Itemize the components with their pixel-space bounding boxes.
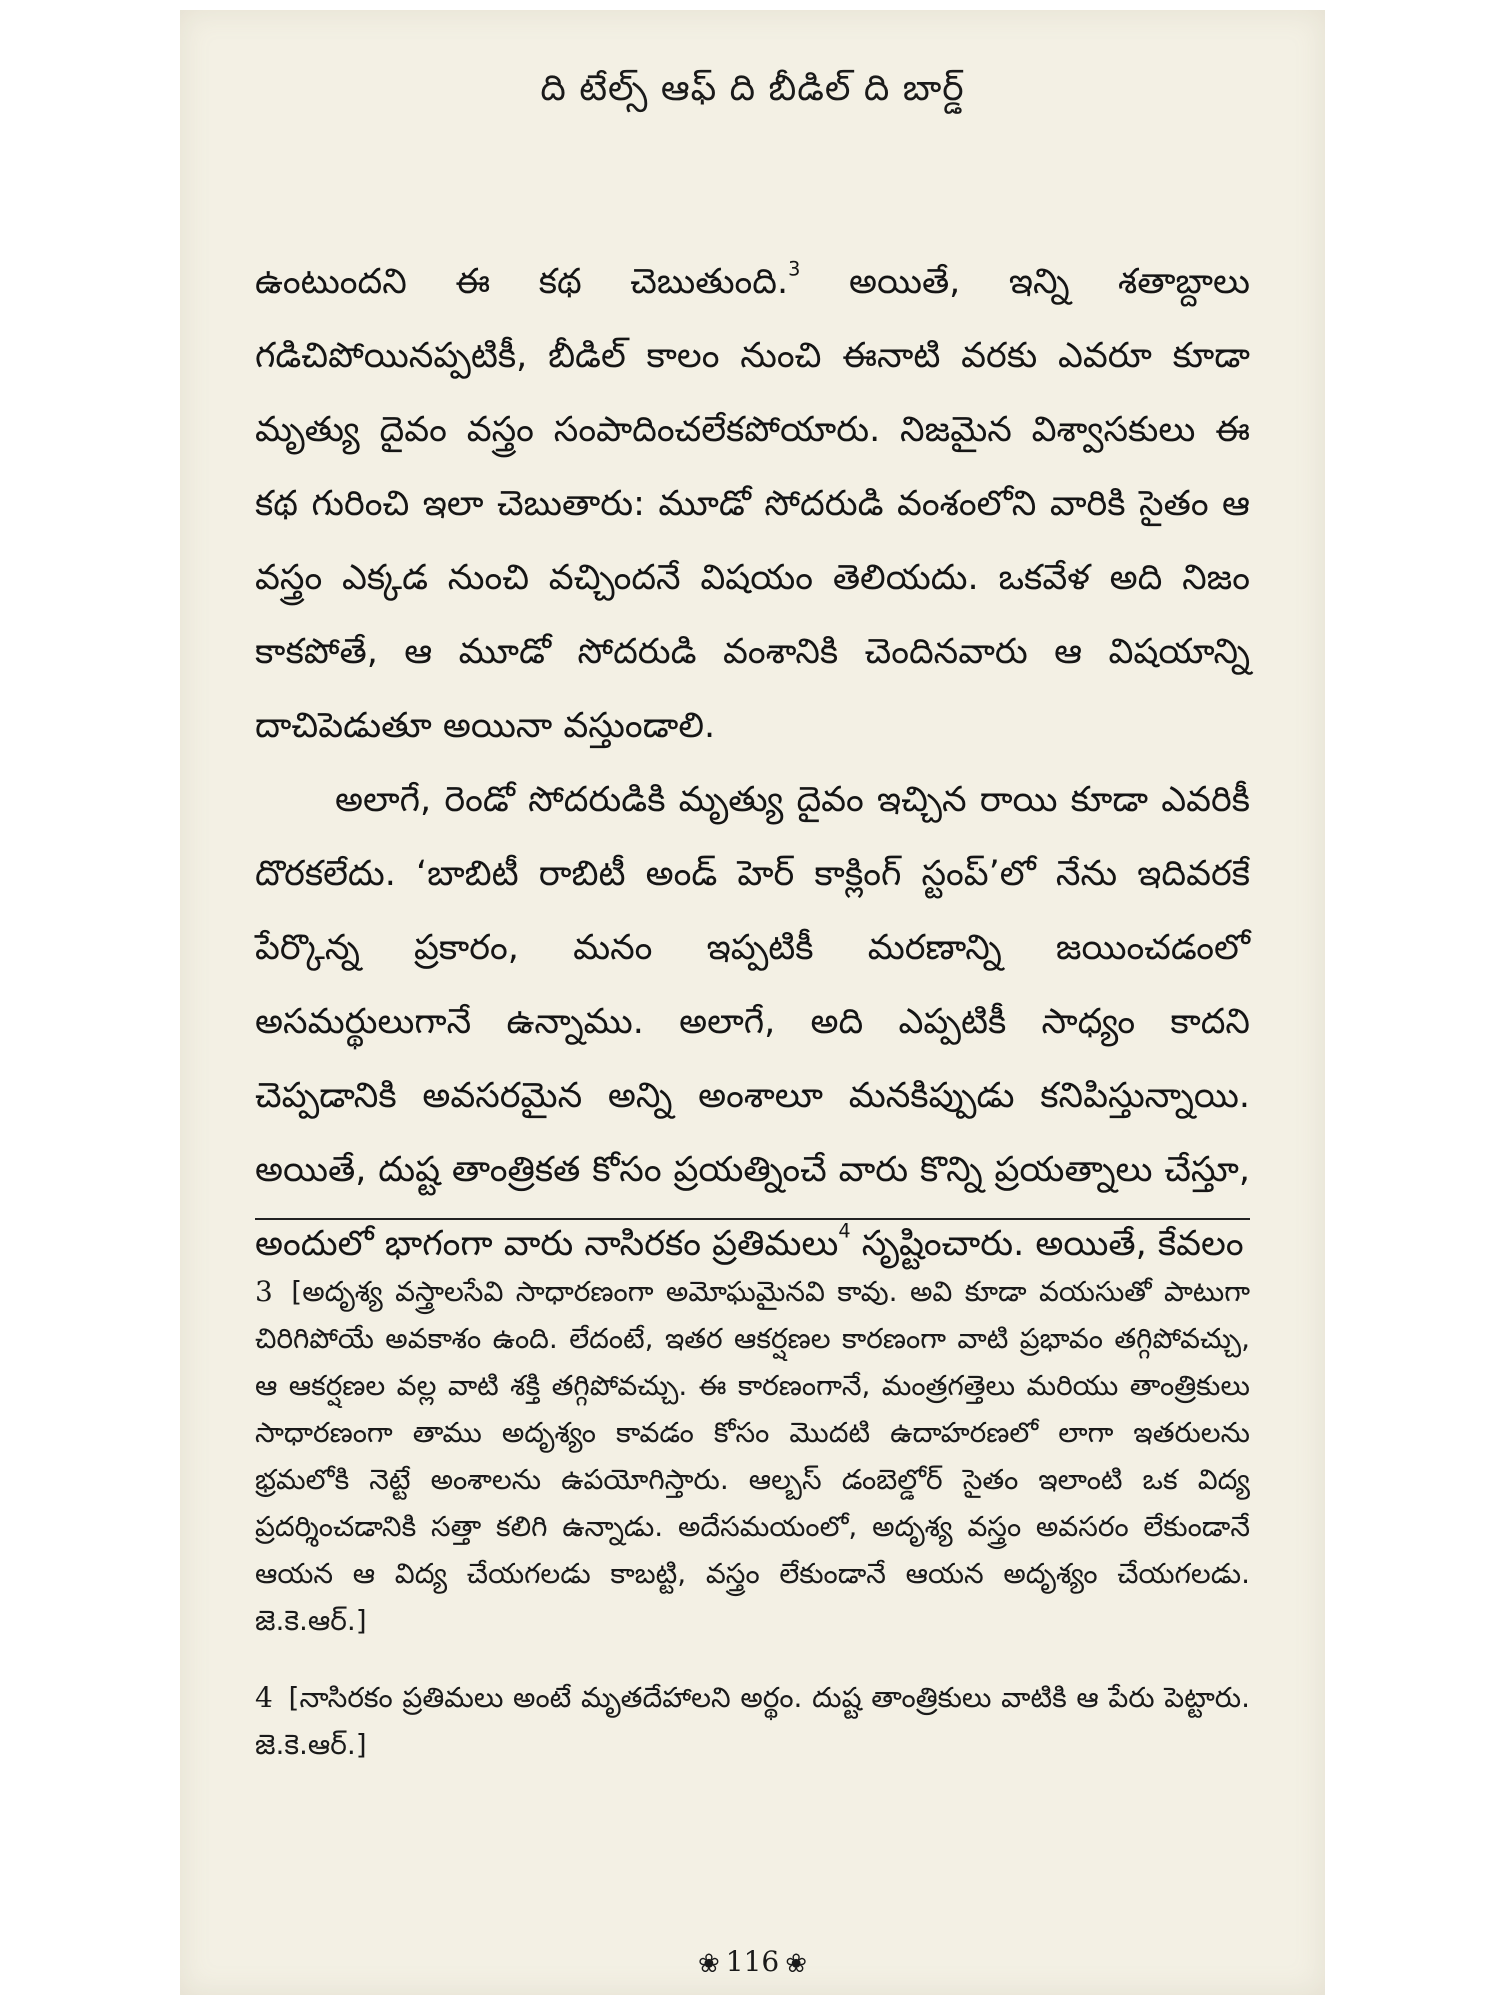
flower-ornament-icon: ❀: [785, 1948, 808, 1979]
paragraph-1-text-a: ఉంటుందని ఈ కథ చెబుతుంది.: [255, 262, 789, 302]
paragraph-2-text-a: అలాగే, రెండో సోదరుడికి మృత్యు దైవం ఇచ్చిన రాయి కూడా ఎవరికీ దొరకలేదు. ‘బాబిటీ రాబిటీ అండ్ హెర్ కాక్లింగ్ స్టంప్’లో నేను ఇదివరకే పేర్కొన్న ప్రకారం, మనం ఇప్పటికీ మరణాన్ని జయించడంలో అసమర్థులుగానే ఉన్నాము. అలాగే, అది ఎప్పటికీ సాధ్యం కాదని చెప్పడానికి అవసరమైన అన్ని అంశాలూ మనకిప్పుడు కనిపిస్తున్నాయి. అయితే, దుష్ట తాంత్రికత కోసం ప్రయత్నించే వారు కొన్ని ప్రయత్నాలు చేస్తూ, అందులో భాగంగా వారు నాసిరకం ప్రతిమలు: [255, 780, 1250, 1264]
footnotes: [255, 1268, 1250, 1798]
footnote-3: [255, 1268, 1250, 1644]
footnote-text: [నాసిరకం ప్రతిమలు అంటే మృతదేహాలని అర్థం. దుష్ట తాంత్రికులు వాటికి ఆ పేరు పెట్టారు. జె.కె.ఆర్.]: [255, 1681, 1250, 1761]
running-head: ది టేల్స్ ఆఫ్ ది బీడిల్ ది బార్డ్: [540, 68, 965, 109]
footnote-number: 4: [255, 1681, 273, 1714]
paragraph-2-text-b: సృష్టించారు. అయితే, కేవలం: [850, 1224, 1244, 1264]
footnote-ref-3: 3: [788, 257, 801, 281]
footnote-text: [అదృశ్య వస్త్రాలసేవి సాధారణంగా అమోఘమైనవి కావు. అవి కూడా వయసుతో పాటుగా చిరిగిపోయే అవకాశం ఉంది. లేదంటే, ఇతర ఆకర్షణల కారణంగా వాటి ప్రభావం తగ్గిపోవచ్చు, ఆ ఆకర్షణల వల్ల వాటి శక్తి తగ్గిపోవచ్చు. ఈ కారణంగానే, మంత్రగత్తెలు మరియు తాంత్రికులు సాధారణంగా తాము అదృశ్యం కావడం కోసం మొదటి ఉదాహరణలో లాగా ఇతరులను భ్రమలోకి నెట్టే అంశాలను ఉపయోగిస్తారు. ఆల్బస్ డంబెల్డోర్ సైతం ఇలాంటి ఒక విద్య ప్రదర్శించడానికి సత్తా కలిగి ఉన్నాడు. అదేసమయంలో, అదృశ్య వస్త్రం అవసరం లేకుండానే ఆయన ఆ విద్య చేయగలడు కాబట్టి, వస్త్రం లేకుండానే ఆయన అదృశ్యం చేయగలడు. జె.కె.ఆర్.]: [255, 1275, 1251, 1637]
paragraph-1: [255, 245, 1250, 763]
footnote-rule: [255, 1218, 1250, 1220]
flower-ornament-icon: ❀: [697, 1948, 720, 1979]
book-page: [180, 10, 1325, 1995]
folio: [180, 1945, 1325, 1979]
body-text: [255, 245, 1250, 1281]
footnote-ref-4: 4: [838, 1219, 851, 1243]
paragraph-1-text-b: అయితే, ఇన్ని శతాబ్దాలు గడిచిపోయినప్పటికీ, బీడిల్ కాలం నుంచి ఈనాటి వరకు ఎవరూ కూడా మృత్యు దైవం వస్త్రం సంపాదించలేకపోయారు. నిజమైన విశ్వాసకులు ఈ కథ గురించి ఇలా చెబుతారు: మూడో సోదరుడి వంశంలోని వారికి సైతం ఆ వస్త్రం ఎక్కడ నుంచి వచ్చిందనే విషయం తెలియదు. ఒకవేళ అది నిజం కాకపోతే, ఆ మూడో సోదరుడి వంశానికి చెందినవారు ఆ విషయాన్ని దాచిపెడుతూ అయినా వస్తుండాలి.: [255, 262, 1250, 746]
paragraph-2: [255, 763, 1250, 1281]
page-number: 116: [725, 1945, 780, 1978]
footnote-4: [255, 1674, 1250, 1768]
footnote-number: 3: [255, 1275, 273, 1308]
